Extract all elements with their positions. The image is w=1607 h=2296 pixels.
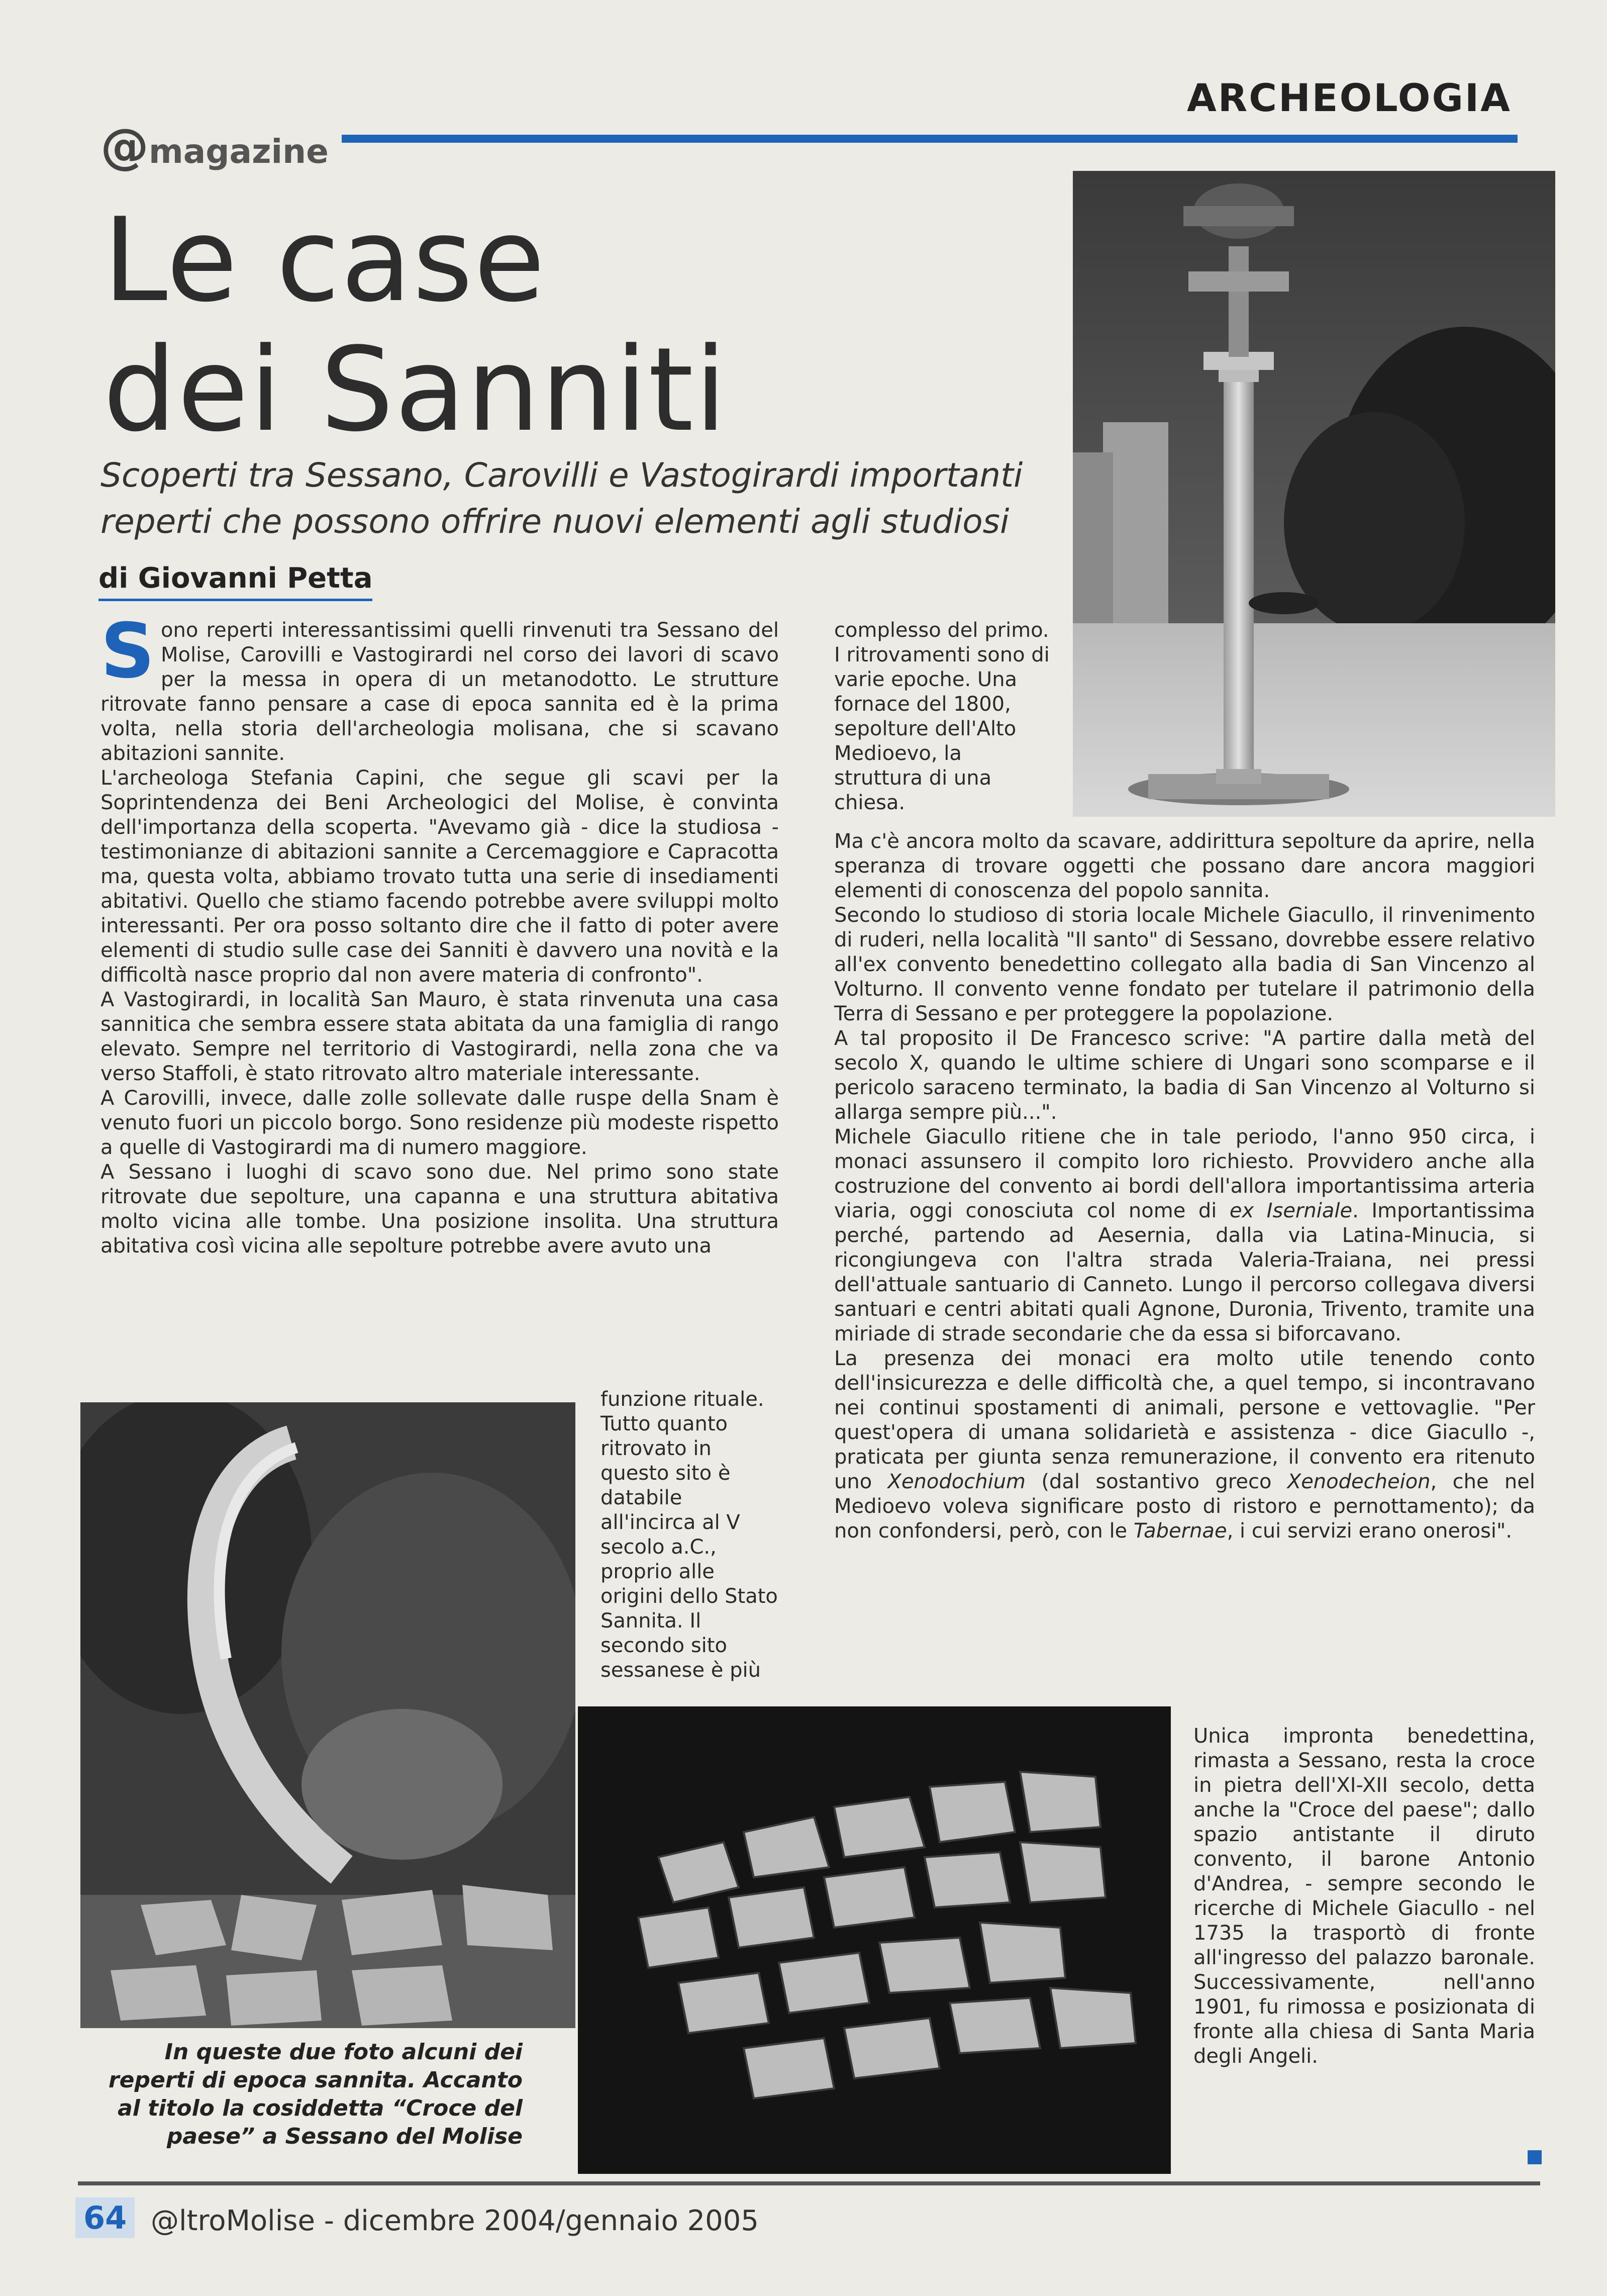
- column-1-continued: [600, 1387, 779, 1683]
- header-rule: [342, 135, 1518, 143]
- text-run: , i cui servizi erano onerosi".: [1227, 1519, 1513, 1543]
- column-3: [1193, 1724, 1535, 2069]
- excavation-photo-1: [80, 1402, 575, 2028]
- text-run: (dal sostantivo greco: [1026, 1470, 1287, 1493]
- byline: di Giovanni Petta: [98, 562, 372, 601]
- cross-photo-image: [1073, 171, 1555, 817]
- column-1: [101, 608, 779, 1259]
- paragraph: Unica impronta benedettina, rimasta a Sessano, resta la croce in pietra dell'XI-XII secolo, detta anche la "Croce del paese"; dallo spazio antistante il diruto convento, il barone Antonio d'Andrea, - sempre secondo le ricerche di Michele Giacullo - nel 1735 la trasportò di fronte all'ingresso del palazzo baronale. Successivamente, nell'anno 1901, fu rimossa e posizionata di fronte alla chiesa di Santa Maria degli Angeli.: [1193, 1725, 1535, 2068]
- article-subtitle: [101, 452, 1075, 545]
- text-run: La presenza dei monaci era molto utile tenendo conto dell'insicurezza e delle difficoltà che, a quel tempo, si incontravano nei continui spostamenti di animali, persone e vettovaglie. "Per quest'opera di umana solidarietà e assistenza - dice Giacullo -, praticata per giunta senza remunerazione, il convento era ritenuto uno: [834, 1347, 1535, 1493]
- subtitle-line-1: Scoperti tra Sessano, Carovilli e Vastogirardi importanti: [101, 456, 1023, 495]
- paragraph: Ma c'è ancora molto da scavare, addirittura sepolture da aprire, nella speranza di trovare oggetti che possano dare ancora maggiori elementi di conoscenza del popolo sannita.: [834, 830, 1535, 902]
- paragraph: [101, 608, 779, 766]
- paragraph: [834, 1125, 1535, 1347]
- section-heading: ARCHEOLOGIA: [1186, 75, 1512, 120]
- brand-logo: [101, 118, 329, 174]
- paragraph: L'archeologa Stefania Capini, che segue gli scavi per la Soprintendenza dei Beni Archeologici del Molise, è convinta dell'importanza della scoperta. "Avevamo già - dice la studiosa - testimonianze di abitazioni sannite a Cercemaggiore e Capracotta ma, questa volta, abbiamo trovato tutta una serie di insediamenti abitativi. Quello che stiamo facendo potrebbe avere sviluppi molto interessanti. Per ora posso soltanto dire che il fatto di poter avere elementi di studio sulle case dei Sanniti è davvero una novità e la difficoltà nasce proprio dal non avere materia di confronto".: [101, 767, 779, 987]
- article-title: [103, 196, 957, 455]
- drop-cap: S: [101, 608, 155, 695]
- photo-caption: In queste due foto alcuni dei reperti di epoca sannita. Accanto al titolo la cosiddetta “Croce del paese” a Sessano del Molise: [108, 2039, 523, 2149]
- footer-rule: [78, 2181, 1540, 2185]
- subtitle-line-2: reperti che possono offrire nuovi elementi agli studiosi: [101, 502, 1010, 541]
- italic-term: ex Iserniale: [1229, 1199, 1353, 1222]
- paragraph: complesso del primo. I ritrovamenti sono di varie epoche. Una fornace del 1800, sepolture dell'Alto Medioevo, la struttura di una chiesa.: [834, 619, 1050, 814]
- cross-photo: [1073, 171, 1555, 817]
- text-run: . Importantissima perché, partendo ad Aesernia, dalla via Latina-Minucia, si ricongiungeva con l'altra strada Valeria-Traiana, nei pressi dell'attuale santuario di Canneto. Lungo il percorso collegava diversi santuari e centri abitati quali Agnone, Duronia, Trivento, tramite una miriade di strade secondarie che da essa si biforcavano.: [834, 1199, 1536, 1346]
- italic-term: Xenodochium: [887, 1470, 1026, 1493]
- end-of-article-mark: [1528, 2150, 1542, 2164]
- paragraph: A Carovilli, invece, dalle zolle sollevate dalle ruspe della Snam è venuto fuori un piccolo borgo. Sono residenze più modeste rispetto a quelle di Vastogirardi ma di numero maggiore.: [101, 1087, 779, 1159]
- paragraph-text: ono reperti interessantissimi quelli rinvenuti tra Sessano del Molise, Carovilli e Vastogirardi nel corso dei lavori di scavo per la messa in opera di un metanodotto. Le strutture ritrovate fanno pensare a case di epoca sannita ed è la prima volta, nella storia dell'archeologia molisana, che si scavano abitazioni sannite.: [101, 619, 779, 765]
- brand-at-sign: @: [101, 118, 149, 174]
- paragraph: A Sessano i luoghi di scavo sono due. Nel primo sono state ritrovate due sepolture, una capanna e una struttura abitativa molto vicina alle tombe. Una posizione insolita. Una struttura abitativa così vicina alle sepolture potrebbe avere avuto una: [101, 1161, 779, 1258]
- brand-word: magazine: [149, 132, 329, 171]
- text-run: Michele Giacullo ritiene che in tale periodo, l'anno 950 circa, i monaci assunsero il compito loro richiesto. Provvidero anche alla costruzione del convento ai bordi dell'allora importantissima arteria viaria, oggi conosciuta col nome di: [834, 1125, 1535, 1222]
- italic-term: Tabernae: [1133, 1519, 1227, 1543]
- excavation-photo-1-image: [80, 1402, 575, 2028]
- paragraph: funzione rituale. Tutto quanto ritrovato in questo sito è databile all'incirca al V secolo a.C., proprio alle origini dello Stato Sannita. Il secondo sito sessanese è più: [600, 1388, 778, 1682]
- paragraph: Secondo lo studioso di storia locale Michele Giacullo, il rinvenimento di ruderi, nella località "Il santo" di Sessano, dovrebbe essere relativo all'ex convento benedettino collegato alla badia di San Vincenzo al Volturno. Il convento venne fondato per tutelare il patrimonio della Terra di Sessano e per proteggere la popolazione.: [834, 904, 1535, 1025]
- italic-term: Xenodecheion: [1287, 1470, 1431, 1493]
- title-line-2: dei Sanniti: [103, 323, 728, 457]
- excavation-photo-2: [578, 1706, 1171, 2174]
- column-2-top: [834, 618, 1055, 815]
- column-2: [834, 829, 1535, 1544]
- paragraph: [834, 1347, 1535, 1544]
- title-line-1: Le case: [103, 194, 546, 328]
- excavation-photo-2-image: [578, 1706, 1171, 2174]
- text-run: , che nel Medioevo voleva significare posto di ristoro e pernottamento); da non confondersi, però, con le: [834, 1470, 1536, 1543]
- paragraph: A Vastogirardi, in località San Mauro, è stata rinvenuta una casa sannitica che sembra essere stata abitata da una famiglia di rango elevato. Sempre nel territorio di Vastogirardi, nella zona che va verso Staffoli, è stato ritrovato altro materiale interessante.: [101, 988, 779, 1085]
- paragraph: A tal proposito il De Francesco scrive: "A partire dalla metà del secolo X, quando le ultime schiere di Ungari sono scomparse e il pericolo saraceno terminato, la badia di San Vincenzo al Volturno si allarga sempre più...".: [834, 1027, 1535, 1124]
- page-number: 64: [75, 2197, 135, 2238]
- publication-footer: @ltroMolise - dicembre 2004/gennaio 2005: [151, 2205, 759, 2237]
